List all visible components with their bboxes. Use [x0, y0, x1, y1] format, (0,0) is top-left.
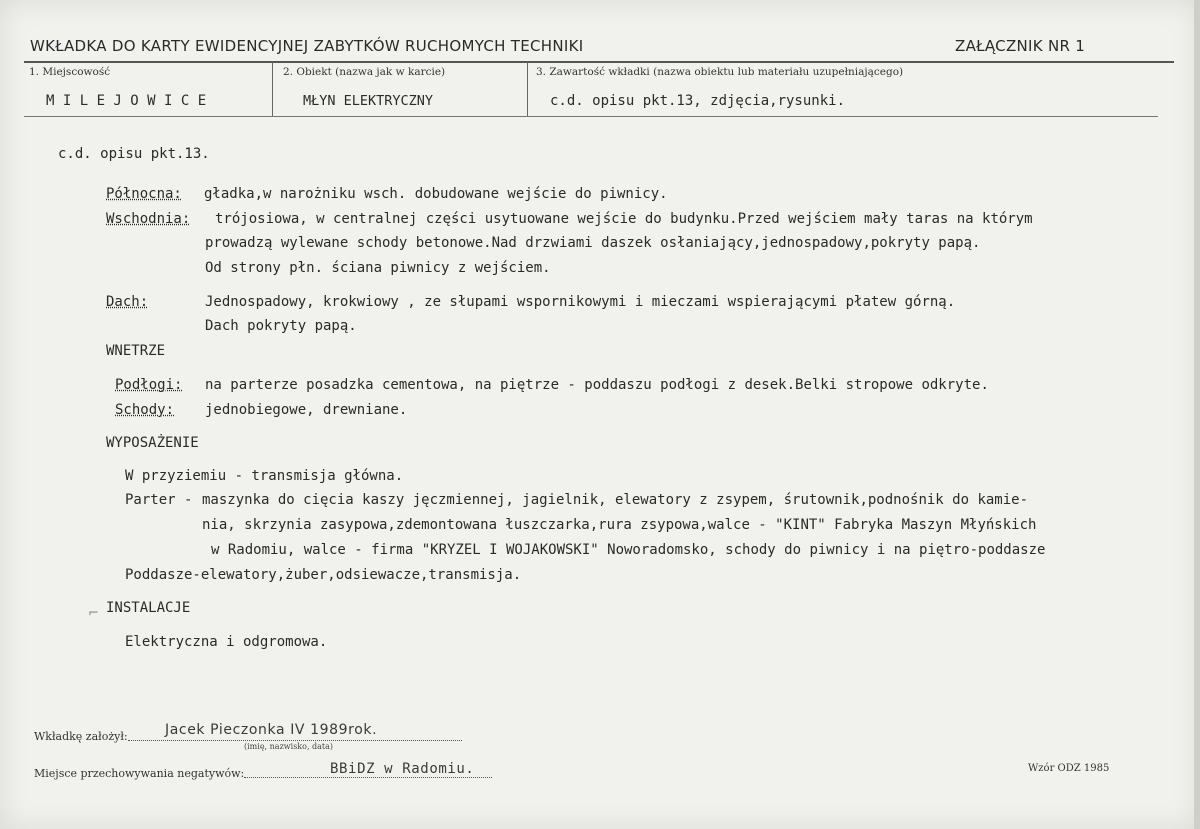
text-roof-2: Dach pokryty papą. — [205, 318, 357, 334]
text-north: gładka,w narożniku wsch. dobudowane wejście do piwnicy. — [204, 186, 668, 202]
founder-hint: (imię, nazwisko, data) — [244, 742, 334, 751]
text-installations: Elektryczna i odgromowa. — [125, 634, 328, 650]
text-floors: na parterze posadzka cementowa, na piętrze - poddaszu podłogi z desek.Belki stropowe odkryte. — [205, 377, 989, 393]
field-label-locality: 1. Miejscowość — [29, 66, 111, 78]
text-parter-2: nia, skrzynia zasypowa,zdemontowana łuszczarka,rura zsypowa,walce - "KINT" Fabryka Maszyn Młyńskich — [202, 517, 1037, 533]
label-roof: Dach: — [106, 294, 149, 310]
heading-interior: WNETRZE — [106, 343, 166, 359]
margin-mark: ⌐ — [88, 606, 99, 621]
text-ground-floor: W przyziemiu - transmisja główna. — [125, 468, 404, 484]
text-east-3: Od strony płn. ściana piwnicy z wejściem. — [205, 260, 551, 276]
header-rule — [24, 61, 1174, 63]
text-parter-1: maszynka do cięcia kaszy jęczmiennej, jagielnik, elewatory z zsypem, śrutownik,podnośnik do kamie- — [202, 492, 1029, 508]
heading-installations: INSTALACJE — [106, 600, 191, 616]
text-roof-1: Jednospadowy, krokwiowy , ze słupami wspornikowymi i mieczami wspierającymi płatew górną. — [205, 294, 956, 310]
field-divider-1 — [272, 62, 273, 117]
storage-value: BBiDZ w Radomiu. — [330, 761, 475, 777]
text-stairs: jednobiegowe, drewniane. — [205, 402, 408, 418]
field-value-locality: M I L E J O W I C E — [46, 93, 207, 109]
field-label-object: 2. Obiekt (nazwa jak w karcie) — [283, 66, 446, 78]
form-version: Wzór ODZ 1985 — [1028, 763, 1110, 774]
label-floors: Podłogi: — [115, 377, 183, 393]
label-east: Wschodnia: — [106, 211, 191, 227]
label-parter: Parter - — [125, 492, 193, 508]
founder-value: Jacek Pieczonka IV 1989rok. — [165, 722, 378, 738]
form-title: WKŁADKA DO KARTY EWIDENCYJNEJ ZABYTKÓW RUCHOMYCH TECHNIKI — [30, 37, 584, 55]
text-attic: Poddasze-elewatory,żuber,odsiewacze,transmisja. — [125, 567, 522, 583]
fields-rule — [24, 116, 1158, 117]
founder-dotted-line — [128, 740, 462, 741]
field-label-contents: 3. Zawartość wkładki (nazwa obiektu lub materiału uzupełniającego) — [536, 66, 904, 78]
body-heading: c.d. opisu pkt.13. — [58, 146, 210, 162]
text-east-2: prowadzą wylewane schody betonowe.Nad drzwiami daszek osłaniający,jednospadowy,pokryty papą. — [205, 235, 981, 251]
founder-label: Wkładkę założył: — [34, 730, 128, 743]
field-value-contents: c.d. opisu pkt.13, zdjęcia,rysunki. — [550, 93, 846, 109]
field-divider-2 — [527, 62, 528, 117]
heading-equipment: WYPOSAŻENIE — [106, 435, 199, 451]
text-east-1: trójosiowa, w centralnej części usytuowane wejście do budynku.Przed wejściem mały taras na którym — [215, 211, 1033, 227]
paper-edge — [1194, 0, 1200, 829]
field-value-object: MŁYN ELEKTRYCZNY — [303, 93, 434, 109]
label-stairs: Schody: — [115, 402, 175, 418]
label-north: Północna: — [106, 186, 182, 202]
annex-label: ZAŁĄCZNIK NR 1 — [955, 37, 1086, 55]
storage-dotted-line — [244, 777, 492, 778]
text-parter-3: w Radomiu, walce - firma "KRYZEL I WOJAKOWSKI" Noworadomsko, schody do piwnicy i na piętro-poddasze — [211, 542, 1046, 558]
storage-label: Miejsce przechowywania negatywów: — [34, 767, 245, 780]
